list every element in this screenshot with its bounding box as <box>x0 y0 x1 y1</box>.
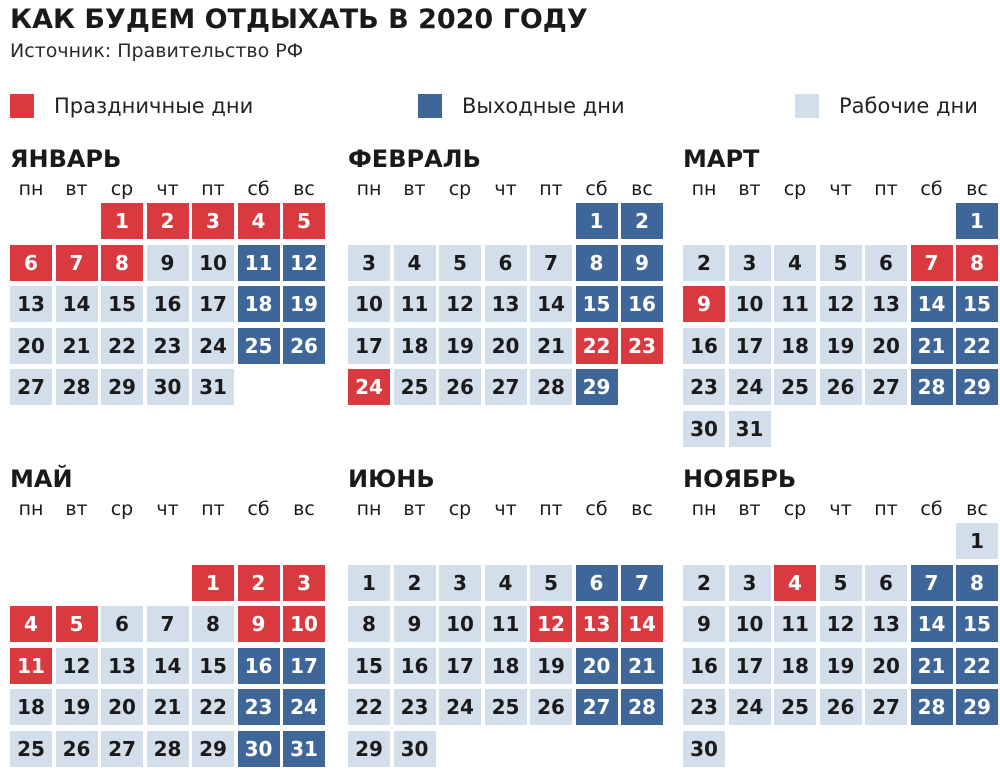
day-cell-work: 25 <box>485 689 527 725</box>
weekday-label: пн <box>691 178 717 200</box>
weekday-label: сб <box>920 498 943 520</box>
day-cell-work: 10 <box>348 286 390 322</box>
day-cell-holiday: 4 <box>774 565 816 601</box>
day-cell-holiday: 12 <box>530 606 572 642</box>
day-cell-holiday: 1 <box>192 565 234 601</box>
weekday-label: вс <box>293 178 315 200</box>
day-cell-work: 2 <box>394 565 436 601</box>
month-name: МАРТ <box>683 145 760 173</box>
day-cell-work: 13 <box>485 286 527 322</box>
day-cell-work: 19 <box>820 648 862 684</box>
day-cell-work: 16 <box>147 286 189 322</box>
day-cell-work: 4 <box>774 245 816 281</box>
day-cell-work: 9 <box>147 245 189 281</box>
weekday-label: сб <box>247 178 270 200</box>
day-cell-holiday: 24 <box>348 369 390 405</box>
legend-holiday <box>10 92 253 120</box>
month-june <box>348 465 658 765</box>
day-cell-work: 1 <box>348 565 390 601</box>
day-cell-work: 21 <box>530 328 572 364</box>
day-cell-work: 23 <box>147 328 189 364</box>
day-cell-holiday: 9 <box>683 286 725 322</box>
day-cell-work: 13 <box>865 286 907 322</box>
day-cell-weekend: 21 <box>911 648 953 684</box>
day-cell-work: 3 <box>729 565 771 601</box>
day-cell-holiday: 4 <box>10 606 52 642</box>
weekday-label: сб <box>247 498 270 520</box>
day-cell-work: 3 <box>729 245 771 281</box>
day-cell-work: 27 <box>10 369 52 405</box>
day-cell-weekend: 15 <box>956 606 998 642</box>
weekday-label: вт <box>65 178 88 200</box>
weekday-label: вс <box>293 498 315 520</box>
day-cell-work: 19 <box>439 328 481 364</box>
month-name: МАЙ <box>10 465 73 493</box>
weekday-label: пн <box>356 498 382 520</box>
day-cell-work: 10 <box>729 286 771 322</box>
day-cell-weekend: 16 <box>621 286 663 322</box>
day-cell-holiday: 22 <box>576 328 618 364</box>
day-cell-work: 4 <box>485 565 527 601</box>
day-cell-work: 8 <box>348 606 390 642</box>
weekday-label: чт <box>156 178 179 200</box>
weekday-label: сб <box>585 178 608 200</box>
legend-weekend <box>418 92 625 120</box>
weekday-label: пт <box>539 178 563 200</box>
day-cell-work: 25 <box>394 369 436 405</box>
day-cell-work: 31 <box>192 369 234 405</box>
day-cell-holiday: 3 <box>192 203 234 239</box>
day-cell-work: 11 <box>774 606 816 642</box>
day-cell-holiday: 8 <box>956 245 998 281</box>
day-cell-work: 20 <box>865 328 907 364</box>
weekday-label: чт <box>156 498 179 520</box>
day-cell-holiday: 2 <box>238 565 280 601</box>
day-cell-work: 29 <box>101 369 143 405</box>
page-title: КАК БУДЕМ ОТДЫХАТЬ В 2020 ГОДУ <box>10 4 588 35</box>
day-cell-work: 11 <box>394 286 436 322</box>
day-cell-weekend: 26 <box>283 328 325 364</box>
day-cell-work: 6 <box>101 606 143 642</box>
day-cell-weekend: 6 <box>576 565 618 601</box>
day-cell-work: 8 <box>192 606 234 642</box>
day-cell-holiday: 5 <box>56 606 98 642</box>
day-cell-work: 24 <box>192 328 234 364</box>
weekday-label: сб <box>585 498 608 520</box>
day-cell-work: 2 <box>683 245 725 281</box>
day-cell-work: 12 <box>820 606 862 642</box>
day-cell-work: 22 <box>348 689 390 725</box>
day-cell-weekend: 8 <box>956 565 998 601</box>
day-cell-work: 9 <box>683 606 725 642</box>
day-cell-weekend: 30 <box>238 731 280 767</box>
day-cell-work: 13 <box>101 648 143 684</box>
day-cell-holiday: 4 <box>238 203 280 239</box>
day-cell-weekend: 28 <box>911 369 953 405</box>
weekday-label: ср <box>110 178 134 200</box>
day-cell-work: 19 <box>530 648 572 684</box>
day-cell-work: 12 <box>56 648 98 684</box>
weekday-label: чт <box>829 178 852 200</box>
day-cell-weekend: 7 <box>621 565 663 601</box>
weekday-label: сб <box>920 178 943 200</box>
weekday-label: чт <box>494 178 517 200</box>
month-november <box>683 465 993 765</box>
day-cell-work: 17 <box>348 328 390 364</box>
day-cell-work: 7 <box>530 245 572 281</box>
day-cell-weekend: 20 <box>576 648 618 684</box>
day-cell-work: 16 <box>683 328 725 364</box>
day-cell-work: 1 <box>956 523 998 559</box>
day-cell-work: 29 <box>192 731 234 767</box>
day-cell-weekend: 15 <box>956 286 998 322</box>
day-cell-work: 28 <box>530 369 572 405</box>
day-cell-work: 5 <box>439 245 481 281</box>
day-cell-work: 18 <box>485 648 527 684</box>
day-cell-work: 5 <box>530 565 572 601</box>
day-cell-holiday: 5 <box>283 203 325 239</box>
day-cell-weekend: 22 <box>956 648 998 684</box>
day-cell-work: 27 <box>865 689 907 725</box>
day-cell-work: 6 <box>485 245 527 281</box>
legend-weekend-label: Выходные дни <box>462 94 625 118</box>
weekday-label: чт <box>829 498 852 520</box>
day-cell-work: 26 <box>530 689 572 725</box>
day-cell-work: 27 <box>485 369 527 405</box>
day-cell-weekend: 19 <box>283 286 325 322</box>
source-caption: Источник: Правительство РФ <box>10 40 304 62</box>
day-cell-work: 15 <box>192 648 234 684</box>
day-cell-work: 25 <box>774 369 816 405</box>
weekday-label: пт <box>201 178 225 200</box>
day-cell-work: 27 <box>101 731 143 767</box>
weekday-label: вт <box>403 498 426 520</box>
day-cell-work: 20 <box>865 648 907 684</box>
day-cell-work: 22 <box>101 328 143 364</box>
day-cell-holiday: 8 <box>101 245 143 281</box>
day-cell-holiday: 9 <box>238 606 280 642</box>
day-cell-work: 30 <box>683 731 725 767</box>
day-cell-weekend: 16 <box>238 648 280 684</box>
day-cell-work: 5 <box>820 245 862 281</box>
day-cell-weekend: 21 <box>911 328 953 364</box>
day-cell-work: 14 <box>530 286 572 322</box>
weekday-label: пт <box>874 178 898 200</box>
day-cell-weekend: 18 <box>238 286 280 322</box>
weekday-label: пн <box>356 178 382 200</box>
day-cell-work: 19 <box>56 689 98 725</box>
day-cell-weekend: 8 <box>576 245 618 281</box>
day-cell-work: 27 <box>865 369 907 405</box>
day-cell-weekend: 28 <box>621 689 663 725</box>
month-name: ИЮНЬ <box>348 465 435 493</box>
weekday-label: вс <box>631 498 653 520</box>
day-cell-work: 29 <box>348 731 390 767</box>
day-cell-work: 6 <box>865 565 907 601</box>
day-cell-work: 17 <box>192 286 234 322</box>
day-cell-work: 13 <box>10 286 52 322</box>
month-name: НОЯБРЬ <box>683 465 797 493</box>
day-cell-work: 30 <box>147 369 189 405</box>
weekday-label: пт <box>539 498 563 520</box>
weekday-label: вт <box>65 498 88 520</box>
day-cell-work: 18 <box>10 689 52 725</box>
weekday-label: ср <box>783 178 807 200</box>
day-cell-weekend: 23 <box>238 689 280 725</box>
day-cell-weekend: 12 <box>283 245 325 281</box>
day-cell-work: 3 <box>439 565 481 601</box>
weekday-label: ср <box>448 498 472 520</box>
day-cell-work: 18 <box>394 328 436 364</box>
day-cell-work: 28 <box>147 731 189 767</box>
day-cell-holiday: 11 <box>10 648 52 684</box>
day-cell-weekend: 31 <box>283 731 325 767</box>
day-cell-work: 28 <box>56 369 98 405</box>
day-cell-weekend: 14 <box>911 606 953 642</box>
weekday-label: пн <box>691 498 717 520</box>
day-cell-work: 25 <box>10 731 52 767</box>
month-name: ФЕВРАЛЬ <box>348 145 481 173</box>
day-cell-weekend: 28 <box>911 689 953 725</box>
legend-working-label: Рабочие дни <box>839 94 978 118</box>
day-cell-work: 30 <box>683 411 725 447</box>
day-cell-weekend: 29 <box>956 689 998 725</box>
weekday-label: пн <box>18 178 44 200</box>
day-cell-holiday: 1 <box>101 203 143 239</box>
month-may <box>10 465 320 765</box>
day-cell-holiday: 10 <box>283 606 325 642</box>
day-cell-holiday: 23 <box>621 328 663 364</box>
day-cell-work: 3 <box>348 245 390 281</box>
day-cell-work: 17 <box>729 328 771 364</box>
weekday-label: ср <box>448 178 472 200</box>
day-cell-work: 26 <box>439 369 481 405</box>
day-cell-weekend: 17 <box>283 648 325 684</box>
day-cell-work: 11 <box>485 606 527 642</box>
weekday-label: вс <box>966 178 988 200</box>
month-january <box>10 145 320 445</box>
day-cell-weekend: 9 <box>621 245 663 281</box>
day-cell-weekend: 15 <box>576 286 618 322</box>
day-cell-work: 20 <box>101 689 143 725</box>
day-cell-work: 24 <box>729 689 771 725</box>
weekday-label: чт <box>494 498 517 520</box>
day-cell-weekend: 1 <box>956 203 998 239</box>
day-cell-holiday: 14 <box>621 606 663 642</box>
working-swatch <box>795 94 819 118</box>
day-cell-work: 18 <box>774 328 816 364</box>
day-cell-work: 17 <box>729 648 771 684</box>
day-cell-work: 30 <box>394 731 436 767</box>
weekday-label: вс <box>966 498 988 520</box>
day-cell-work: 10 <box>192 245 234 281</box>
day-cell-work: 15 <box>101 286 143 322</box>
day-cell-work: 7 <box>147 606 189 642</box>
holiday-swatch <box>10 94 34 118</box>
day-cell-work: 21 <box>147 689 189 725</box>
weekday-label: вс <box>631 178 653 200</box>
day-cell-work: 14 <box>147 648 189 684</box>
day-cell-holiday: 7 <box>56 245 98 281</box>
day-cell-weekend: 22 <box>956 328 998 364</box>
day-cell-work: 19 <box>820 328 862 364</box>
weekday-label: пт <box>201 498 225 520</box>
month-name: ЯНВАРЬ <box>10 145 122 173</box>
day-cell-work: 12 <box>820 286 862 322</box>
day-cell-work: 12 <box>439 286 481 322</box>
day-cell-work: 17 <box>439 648 481 684</box>
day-cell-work: 23 <box>683 369 725 405</box>
month-march <box>683 145 993 445</box>
day-cell-weekend: 25 <box>238 328 280 364</box>
day-cell-work: 2 <box>683 565 725 601</box>
weekday-label: вт <box>738 178 761 200</box>
weekday-label: ср <box>783 498 807 520</box>
day-cell-work: 14 <box>56 286 98 322</box>
weekday-label: вт <box>738 498 761 520</box>
day-cell-work: 23 <box>394 689 436 725</box>
day-cell-work: 21 <box>56 328 98 364</box>
legend-holiday-label: Праздничные дни <box>54 94 254 118</box>
day-cell-work: 22 <box>192 689 234 725</box>
weekday-label: ср <box>110 498 134 520</box>
day-cell-work: 26 <box>820 689 862 725</box>
day-cell-work: 20 <box>485 328 527 364</box>
day-cell-weekend: 29 <box>956 369 998 405</box>
day-cell-holiday: 7 <box>911 245 953 281</box>
day-cell-work: 31 <box>729 411 771 447</box>
day-cell-work: 9 <box>394 606 436 642</box>
day-cell-weekend: 14 <box>911 286 953 322</box>
day-cell-weekend: 29 <box>576 369 618 405</box>
day-cell-work: 15 <box>348 648 390 684</box>
weekend-swatch <box>418 94 442 118</box>
day-cell-work: 5 <box>820 565 862 601</box>
weekday-label: пт <box>874 498 898 520</box>
day-cell-work: 16 <box>394 648 436 684</box>
day-cell-work: 16 <box>683 648 725 684</box>
day-cell-weekend: 24 <box>283 689 325 725</box>
day-cell-work: 4 <box>394 245 436 281</box>
day-cell-work: 20 <box>10 328 52 364</box>
day-cell-work: 23 <box>683 689 725 725</box>
day-cell-work: 10 <box>439 606 481 642</box>
weekday-label: вт <box>403 178 426 200</box>
day-cell-holiday: 6 <box>10 245 52 281</box>
legend-working <box>795 92 978 120</box>
day-cell-work: 26 <box>820 369 862 405</box>
day-cell-weekend: 7 <box>911 565 953 601</box>
day-cell-weekend: 21 <box>621 648 663 684</box>
day-cell-work: 6 <box>865 245 907 281</box>
weekday-label: пн <box>18 498 44 520</box>
day-cell-work: 25 <box>774 689 816 725</box>
day-cell-weekend: 1 <box>576 203 618 239</box>
month-february <box>348 145 658 445</box>
day-cell-holiday: 3 <box>283 565 325 601</box>
day-cell-work: 10 <box>729 606 771 642</box>
day-cell-weekend: 27 <box>576 689 618 725</box>
day-cell-work: 26 <box>56 731 98 767</box>
day-cell-holiday: 2 <box>147 203 189 239</box>
day-cell-weekend: 11 <box>238 245 280 281</box>
day-cell-work: 11 <box>774 286 816 322</box>
day-cell-holiday: 13 <box>576 606 618 642</box>
day-cell-work: 18 <box>774 648 816 684</box>
day-cell-work: 24 <box>729 369 771 405</box>
day-cell-work: 13 <box>865 606 907 642</box>
day-cell-weekend: 2 <box>621 203 663 239</box>
day-cell-work: 24 <box>439 689 481 725</box>
